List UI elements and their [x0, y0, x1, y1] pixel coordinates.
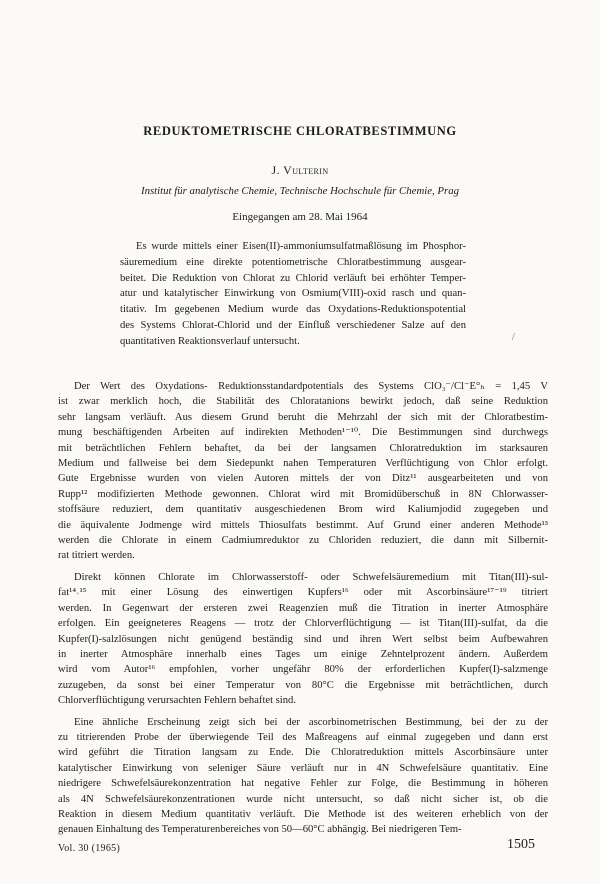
body-line: erfolgen. Ein geeigneteres Reagens — trotz der Chlorverflüchtigung — ist Titan(III)-sulfat, da die: [58, 618, 548, 630]
affiliation: Institut für analytische Chemie, Technische Hochschule für Chemie, Prag: [140, 185, 460, 197]
body-line: mit beträchtlichen Fehlern behaftet, da bei der langsamen Chloratreduktion im starksauren: [58, 442, 548, 454]
body-line: fat¹⁴˒¹⁵ mit einer Lösung des einwertigen Kupfers¹⁶ oder mit Ascorbinsäure¹⁷⁻¹⁹ titriert: [58, 587, 548, 599]
body-line: Kupfer(I)-salzlösungen nicht genügend beständig sind und ihren Wert selbst beim Aufbewahren: [58, 633, 548, 645]
body-line: rat titriert werden.: [58, 550, 135, 562]
body-line: die äquivalente Jodmenge wird mittels Thiosulfats bestimmt. Auf Grund einer anderen Methode¹³: [58, 519, 548, 531]
abstract-line: Es wurde mittels einer Eisen(II)-ammoniumsulfatmaßlösung im Phosphor-: [136, 241, 466, 252]
abstract-line: säuremedium eine direkte potentiometrische Chloratbestimmung ausgear-: [120, 256, 466, 268]
body-line: Medium und fallweise bei dem Siedepunkt nahen Temperaturen Verflüchtigung von Chlor erfolgt.: [58, 458, 548, 470]
abstract-line: des Systems Chlorat-Chlorid und der Einfluß verschiedener Salze auf den: [120, 319, 466, 331]
body-line: Der Wert des Oxydations- Reduktionsstandardpotentials des Systems ClO₃⁻/Cl⁻E°ₕ = 1,45 V: [74, 381, 548, 392]
body-line: niedrigere Schwefelsäurekonzentration hat negative Fehler zur Folge, die Bestimmung in höheren: [58, 778, 548, 790]
received-date: Eingegangen am 28. Mai 1964: [232, 211, 368, 223]
body-line: mung beschäftigenden Arbeiten auf indirekten Methoden¹⁻¹⁰. Die Bestimmungen sind durchwegs: [58, 427, 548, 439]
body-line: genauen Einhaltung des Temperaturenbereiches von 50—60°C abhängig. Bei niedrigeren Tem-: [58, 824, 462, 836]
footer-page-number: 1505: [507, 837, 535, 852]
footer-volume: Vol. 30 (1965): [58, 843, 121, 854]
body-line: wird vom Autor¹⁶ empfohlen, vorher ungefähr 80% der erforderlichen Kupfer(I)-salzmenge: [58, 664, 548, 676]
body-line: Rupp¹² modifizierten Methode gewonnen. Chlorat wird mit Bromidüberschuß in 8N Chlorwasser-: [58, 488, 548, 500]
body-line: zuzugeben, da sonst bei einer Temperatur von 80°C die Ergebnisse mit beträchtlichen, durch: [58, 679, 548, 691]
body-line: Gute Ergebnisse wurden von vielen Autoren mittels der von Ditz¹¹ ausgearbeiteten und von: [58, 473, 548, 485]
body-line: wird geführt die Titration langsam zu Ende. Die Chloratreduktion mittels Ascorbinsäure unter: [58, 747, 548, 759]
body-text: [58, 379, 548, 838]
body-line: werden die Chlorate in einem Cadmiumreduktor zu Chloriden reduziert, die dann mit Silbernit-: [58, 535, 548, 547]
abstract-line: atur und katalytischer Einwirkung von Osmium(VIII)-oxid rasch und quan-: [120, 288, 466, 300]
body-line: stoffsäure reduziert, dem quantitativ ausgeschiedenen Brom wird Kaliumjodid zugegeben und: [58, 504, 548, 516]
body-line: Chlorverflüchtigung verursachten Fehlern behaftet sind.: [58, 695, 296, 707]
abstract-line: beitet. Die Reduktion von Chlorat zu Chlorid verläuft bei erhöhter Temper-: [120, 272, 466, 284]
body-line: zu titrierenden Probe der überwiegende Teil des Maßreagens auf einmal zugegeben und dann erst: [58, 731, 548, 743]
article-title: REDUKTOMETRISCHE CHLORATBESTIMMUNG: [143, 124, 457, 138]
body-line: als 4N Schwefelsäurekonzentrationen wurde nicht untersucht, so daß nicht sicher ist, ob die: [58, 793, 548, 805]
body-line: Reaktion in diesem Medium quantitativ verläuft. Die Methode ist des weiteren erheblich von der: [58, 808, 548, 820]
body-line: ist zwar merklich hoch, die Stabilität des Chloratanions bewirkt jedoch, daß seine Reduktion: [58, 396, 548, 408]
abstract: [120, 239, 466, 350]
body-line: Direkt können Chlorate im Chlorwasserstoff- oder Schwefelsäuremedium mit Titan(III)-sul-: [74, 571, 548, 583]
body-line: sehr langsam verläuft. Aus diesem Grund beruht die Mehrzahl der sich mit der Chloratbestim-: [58, 411, 548, 423]
abstract-line: titativ. Im gegebenen Medium wurde das Oxydations-Reduktionspotential: [120, 304, 466, 316]
abstract-line: quantitativen Reaktionsverlauf untersucht.: [120, 335, 300, 347]
author-name: J. Vulterin: [271, 163, 329, 177]
body-line: katalytischer Einwirkung von seleniger Säure verläuft nur in 4N Schwefelsäure quantitativ. Eine: [58, 762, 548, 774]
body-line: in inerter Atmosphäre innerhalb eines Tages um einige Zehntelprozent ändern. Außerdem: [58, 648, 548, 660]
body-line: Eine ähnliche Erscheinung zeigt sich bei der ascorbinometrischen Bestimmung, bei der zu der: [74, 716, 548, 728]
body-line: werden. In Gegenwart der ersteren zwei Reagenzien muß die Titration in inerter Atmosphäre: [58, 602, 548, 614]
margin-mark: /: [512, 332, 515, 343]
